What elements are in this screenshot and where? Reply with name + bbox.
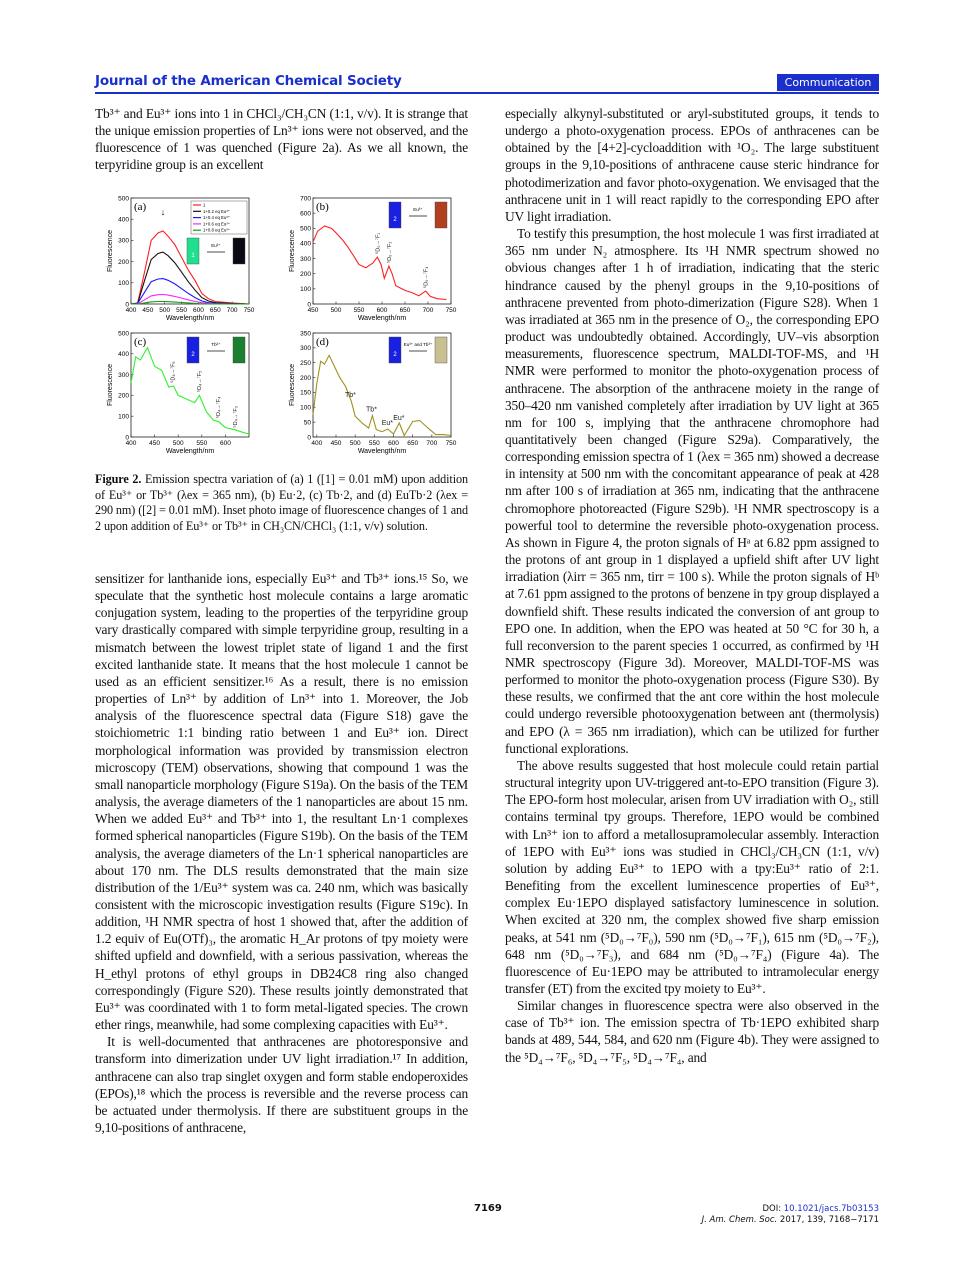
y-tick-label: 100 <box>118 280 129 288</box>
x-tick-label: 500 <box>349 440 361 447</box>
y-tick-label: 0 <box>307 434 311 442</box>
x-tick-label: 600 <box>192 307 204 314</box>
citation-journal: J. Am. Chem. Soc. <box>701 1215 778 1225</box>
paragraph: sensitizer for lanthanide ions, especially Eu³⁺ and Tb³⁺ ions.¹⁵ So, we speculate that the synthetic host molecule contains a large aromatic conjugation system, leading to the properties of the terpyridine group vary drastically compared with simple terpyridine group, resulting in a mismatch between the lowest triplet state of ligand 1 and the first excited lanthanide state. It means that the host molecule 1 cannot be used as an efficient sensitizer.¹⁶ As a result, there is no emission properties of Ln³⁺ by addition of Ln³⁺ into 1. Moreover, the Job analysis of the fluorescence spectral data (Figure S18) gave the stoichiometric 1:1 binding ratio between 1 and Eu³⁺ ion. Direct morphological information was provided by transmission electron microscopy (TEM) observations, showing that compound 1 was the small nanoparticle morphology (Figure S19a). On the basis of the TEM analysis, the average diameters of the 1 nanoparticles are about 15 nm. When we added Eu³⁺ and Tb³⁺ into 1, the resultant Ln·1 complexes formed spherical nanoparticles (Figure S19b). On the basis of the TEM analysis, the average diameters of the Ln·1 spherical nanoparticles are about 170 nm. The DLS results demonstrated that the main size distribution of the 1/Eu³⁺ system was ca. 240 nm, which was basically consistent with the microscopic investigation results (Figure S19c). In addition, ¹H NMR spectra of host 1 showed that, after the addition of 1.2 equiv of Eu(OTf)₃, the aromatic H_Ar protons of tpy moiety were shifted upfield and downfield, with a serious passivation, whereas the H_ethyl protons of ethyl groups in DB24C8 ring also changed correspondingly (Figure S20). These results jointly demonstrated that Eu³⁺ was coordinated with 1 to form metal-ligated species. The crown ether rings, meanwhile, had some complexing capacities with Eu³⁺. <box>95 571 468 1033</box>
vial-before <box>389 202 401 228</box>
x-tick-label: 700 <box>426 440 438 447</box>
right-column <box>505 105 879 1066</box>
vial-label: 2 <box>191 352 195 358</box>
x-tick-label: 650 <box>209 307 221 314</box>
x-tick-label: 550 <box>353 307 365 314</box>
x-tick-label: 650 <box>407 440 419 447</box>
y-tick-label: 300 <box>300 345 311 353</box>
panel-label: (b) <box>316 201 329 213</box>
y-tick-label: 150 <box>300 389 311 397</box>
panel-label: (a) <box>134 201 147 213</box>
y-tick-label: 300 <box>300 255 311 263</box>
annotation: ⁵D₄→⁷F₄ <box>215 396 222 419</box>
x-tick-label: 600 <box>219 440 231 447</box>
y-tick-label: 200 <box>118 392 129 400</box>
y-tick-label: 100 <box>300 404 311 412</box>
x-tick-label: 450 <box>142 307 154 314</box>
down-arrow-icon: ↓ <box>160 206 166 217</box>
y-tick-label: 500 <box>300 225 311 233</box>
vial-label: 1 <box>191 253 195 259</box>
left-column-bottom <box>95 570 468 1136</box>
x-tick-label: 500 <box>172 440 184 447</box>
paragraph: It is well-documented that anthracenes are photoresponsive and transform into dimerization under UV light irradiation.¹⁷ In addition, anthracene can also trap singlet oxygen and form stable endoperoxides (EPOs),¹⁸ which the process is reversible and the reverse process can be actuated under thermolysis. If there are substituent groups in the 9,10-positions of anthracene, <box>95 1034 468 1135</box>
paragraph: Tb³⁺ and Eu³⁺ ions into 1 in CHCl₃/CH₃CN (1:1, v/v). It is strange that the unique emission properties of Ln³⁺ ions were not observed, and the fluorescence of 1 was quenched (Figure 2a). As we all known, the terpyridine group is an excellent <box>95 106 468 173</box>
y-tick-label: 0 <box>307 301 311 309</box>
vial-before <box>187 238 199 264</box>
journal-title: Journal of the American Chemical Society <box>95 73 402 89</box>
x-tick-label: 450 <box>149 440 161 447</box>
y-tick-label: 300 <box>118 237 129 245</box>
legend-entry: 1+0.4 eq Eu³⁺ <box>203 215 230 221</box>
vial-after <box>233 238 245 264</box>
chart-panel-d <box>289 330 457 455</box>
x-tick-label: 500 <box>330 307 342 314</box>
x-axis-label: Wavelength/nm <box>357 448 407 455</box>
paragraph: To testify this presumption, the host molecule 1 was first irradiated at 365 nm under N₂ atmosphere. Its ¹H NMR spectrum showed no obvious changes after 1 h of irradiation, indicating that the steric hindrance caused by the phenyl groups in the 9,10-positions of anthracene prevented from photo-dimerization (Figure S28). When 1 was irradiated at 365 nm in the presence of O₂, the corresponding EPO product was undoubtedly obtained. Accordingly, UV–vis absorption measurements, fluorescence spectrum, MALDI-TOF-MS, and ¹H NMR were performed to monitor the photo-oxygenation process of anthracene. The absorption of the anthracene moiety in the range of 350–420 nm vanished completely after irradiation by UV light at 365 nm for 100 s, implying that the anthracene chromophore had quantitatively been changed (Figure S29a). Comparatively, the corresponding emission spectra of 1 (λex = 365 nm) showed a decrease in intensity at 500 nm with the concomitant appearance of peak at 428 nm after 100 s of irradiation at 365 nm, indicating that the anthracene chromophore photoreacted (Figure S29b). ¹H NMR spectroscopy is a powerful tool to determine the reversible photo-oxygenation process. As shown in Figure 4, the proton signals of Hᵃ at 6.82 ppm assigned to the protons of ant group in 1 displayed a upfield shift after UV light irradiation (λirr = 365 nm, tirr = 100 s). While the proton signals of Hᵇ at 7.61 ppm assigned to the protons of benzene in tpy group displayed a downfield shift. These results indicated the conversion of ant group to EPO one. In addition, when the EPO was heated at 50 °C for 30 h, a full reconversion to the parent species 1 occurred, as confirmed by ¹H NMR spectroscopy (Figure 3d). Moreover, MALDI-TOF-MS was performed to monitor the photo-oxygenation process (Figure S30). By these results, we confirmed that the ant core within the host molecule could undergo reversible photooxygenation between ant (thermolysis) and EPO (λ = 365 nm irradiation), which can be utilized for further functional explorations. <box>505 226 879 756</box>
y-axis-label: Fluorescence <box>289 363 296 407</box>
legend-entry: 1+0.8 eq Eu³⁺ <box>203 227 230 233</box>
y-tick-label: 600 <box>300 210 311 218</box>
x-tick-label: 400 <box>311 440 323 447</box>
x-tick-label: 450 <box>307 307 319 314</box>
x-tick-label: 550 <box>196 440 208 447</box>
x-tick-label: 750 <box>445 307 457 314</box>
annotation: Eu* <box>381 420 394 428</box>
legend-entry: 1+0.6 eq Eu³⁺ <box>203 221 230 227</box>
x-tick-label: 700 <box>422 307 434 314</box>
x-axis-label: Wavelength/nm <box>165 315 215 322</box>
y-axis-label: Fluorescence <box>107 363 114 407</box>
annotation: ⁵D₄→⁷F₆ <box>170 361 177 383</box>
annotation: ⁵D₀→⁷F₁ <box>375 232 382 255</box>
y-tick-label: 100 <box>300 286 311 294</box>
plot-frame <box>313 198 451 304</box>
chart-panel-b <box>289 195 457 322</box>
figure-caption <box>95 472 468 534</box>
citation-details: 2017, 139, 7168−7171 <box>777 1215 879 1225</box>
caption-label: Figure 2. <box>95 472 142 486</box>
x-tick-label: 750 <box>445 440 457 447</box>
x-tick-label: 600 <box>376 307 388 314</box>
paragraph: The above results suggested that host molecule could retain partial structural integrity upon UV-triggered ant-to-EPO transition (Figure 3). The EPO-form host molecular, arisen from UV irradiation with O₂, still contains terminal tpy groups. Therefore, 1EPO would be combined with Ln³⁺ ion to afford a metallosupramolecular assembly. Interaction of 1EPO with Eu³⁺ ions was studied in CHCl₃/CH₃CN (1:1, v/v) solution by adding Eu³⁺ to 1EPO with a tpy:Eu³⁺ ratio of 2:1. Benefiting from the excellent luminescence properties of Eu³⁺, complex Eu·1EPO displayed satisfactory luminescence in solution. When excited at 320 nm, the complex showed five sharp emission peaks, at 541 nm (⁵D₀→⁷F₀), 590 nm (⁵D₀→⁷F₁), 615 nm (⁵D₀→⁷F₂), 648 nm (⁵D₀→⁷F₃), and 684 nm (⁵D₀→⁷F₄) (Figure 4a). The fluorescence of Eu·1EPO may be attributed to intramolecular energy transfer (ET) from the excited tpy moiety to Eu³⁺. <box>505 757 879 996</box>
page-number: 7169 <box>474 1203 502 1214</box>
x-tick-label: 600 <box>388 440 399 447</box>
vial-label: 2 <box>393 217 397 223</box>
annotation: ⁵D₄→⁷F₅ <box>196 370 203 393</box>
reagent-label: Tb³⁺ <box>211 342 221 347</box>
reagent-label: Eu³⁺ <box>413 207 423 212</box>
section-badge: Communication <box>777 74 879 91</box>
paragraph: especially alkynyl-substituted or aryl-substituted groups, it tends to undergo a photo-oxygenation process. EPOs of anthracenes can be obtained by the [4+2]-cycloaddition with ¹O₂. The large substituent groups in the 9,10-positions of anthracene cause steric hindrance for photodimerization and favor photo-oxygenation. We envisaged that the anthracene unit in 1 will react rapidly to the corresponding EPO after UV light irradiation. <box>505 106 879 224</box>
y-tick-label: 300 <box>118 371 129 379</box>
doi-label: DOI: <box>762 1204 784 1214</box>
vial-after <box>435 337 447 363</box>
annotation: ⁵D₀→⁷F₄ <box>423 266 430 289</box>
y-tick-label: 400 <box>118 216 129 224</box>
x-tick-label: 650 <box>399 307 411 314</box>
annotation: Eu* <box>393 415 405 423</box>
x-tick-label: 400 <box>125 440 137 447</box>
y-axis-label: Fluorescence <box>107 229 114 273</box>
y-tick-label: 700 <box>300 195 311 203</box>
chart-panel-c <box>107 330 249 455</box>
annotation: Tb* <box>366 406 377 414</box>
vial-before <box>187 337 199 363</box>
annotation: ⁵D₄→⁷F₃ <box>232 406 239 428</box>
y-tick-label: 200 <box>118 258 129 266</box>
y-tick-label: 250 <box>300 360 311 368</box>
y-tick-label: 500 <box>118 330 129 338</box>
paragraph: Similar changes in fluorescence spectra were also observed in the case of Tb³⁺ ion. The emission spectra of Tb·1EPO exhibited sharp bands at 489, 544, 584, and 620 nm (Figure 4b). They were assigned to the ⁵D₄→⁷F₆, ⁵D₄→⁷F₅, ⁵D₄→⁷F₄, and <box>505 998 879 1065</box>
vial-before <box>389 337 401 363</box>
x-tick-label: 450 <box>330 440 342 447</box>
reagent-label: Eu³⁺ and Tb³⁺ <box>403 342 433 347</box>
y-tick-label: 100 <box>118 413 129 421</box>
figure-2 <box>91 188 473 468</box>
vial-after <box>233 337 245 363</box>
annotation: Tb* <box>344 391 356 399</box>
vial-label: 2 <box>393 352 397 358</box>
y-axis-label: Fluorescence <box>289 229 296 273</box>
legend-entry: 1 <box>203 202 206 208</box>
x-tick-label: 700 <box>226 307 238 314</box>
x-tick-label: 550 <box>368 440 380 447</box>
header-rule <box>95 92 879 94</box>
doi-block <box>702 1204 879 1226</box>
vial-after <box>435 202 447 228</box>
y-tick-label: 200 <box>300 374 311 382</box>
reagent-label: Eu³⁺ <box>211 243 221 248</box>
y-tick-label: 200 <box>300 271 311 279</box>
x-tick-label: 400 <box>125 307 137 314</box>
x-axis-label: Wavelength/nm <box>357 315 407 322</box>
x-tick-label: 550 <box>176 307 188 314</box>
y-tick-label: 50 <box>303 419 311 427</box>
panel-label: (d) <box>316 336 329 348</box>
legend-entry: 1+0.2 eq Eu³⁺ <box>203 208 230 214</box>
chart-panel-a <box>107 195 255 322</box>
annotation: ⁵D₀→⁷F₂ <box>386 241 393 264</box>
y-tick-label: 500 <box>118 195 129 203</box>
y-tick-label: 400 <box>118 351 129 359</box>
x-tick-label: 750 <box>243 307 255 314</box>
x-tick-label: 500 <box>159 307 171 314</box>
y-tick-label: 400 <box>300 240 311 248</box>
left-column-top <box>95 105 468 174</box>
panel-label: (c) <box>134 336 147 348</box>
y-tick-label: 0 <box>125 434 129 442</box>
caption-text: Emission spectra variation of (a) 1 ([1] = 0.01 mM) upon addition of Eu³⁺ or Tb³⁺ (λex = 365 nm), (b) Eu·2, (c) Tb·2, and (d) EuTb·2 (λex = 290 nm) ([2] = 0.01 mM). Inset photo image of fluorescence changes of 1 and 2 upon addition of Eu³⁺ or Tb³⁺ in CH₃CN/CHCl₃ (1:1, v/v) solution. <box>95 472 469 533</box>
doi-link[interactable]: 10.1021/jacs.7b03153 <box>783 1204 879 1214</box>
x-axis-label: Wavelength/nm <box>165 448 215 455</box>
y-tick-label: 0 <box>125 301 129 309</box>
y-tick-label: 350 <box>300 330 311 338</box>
